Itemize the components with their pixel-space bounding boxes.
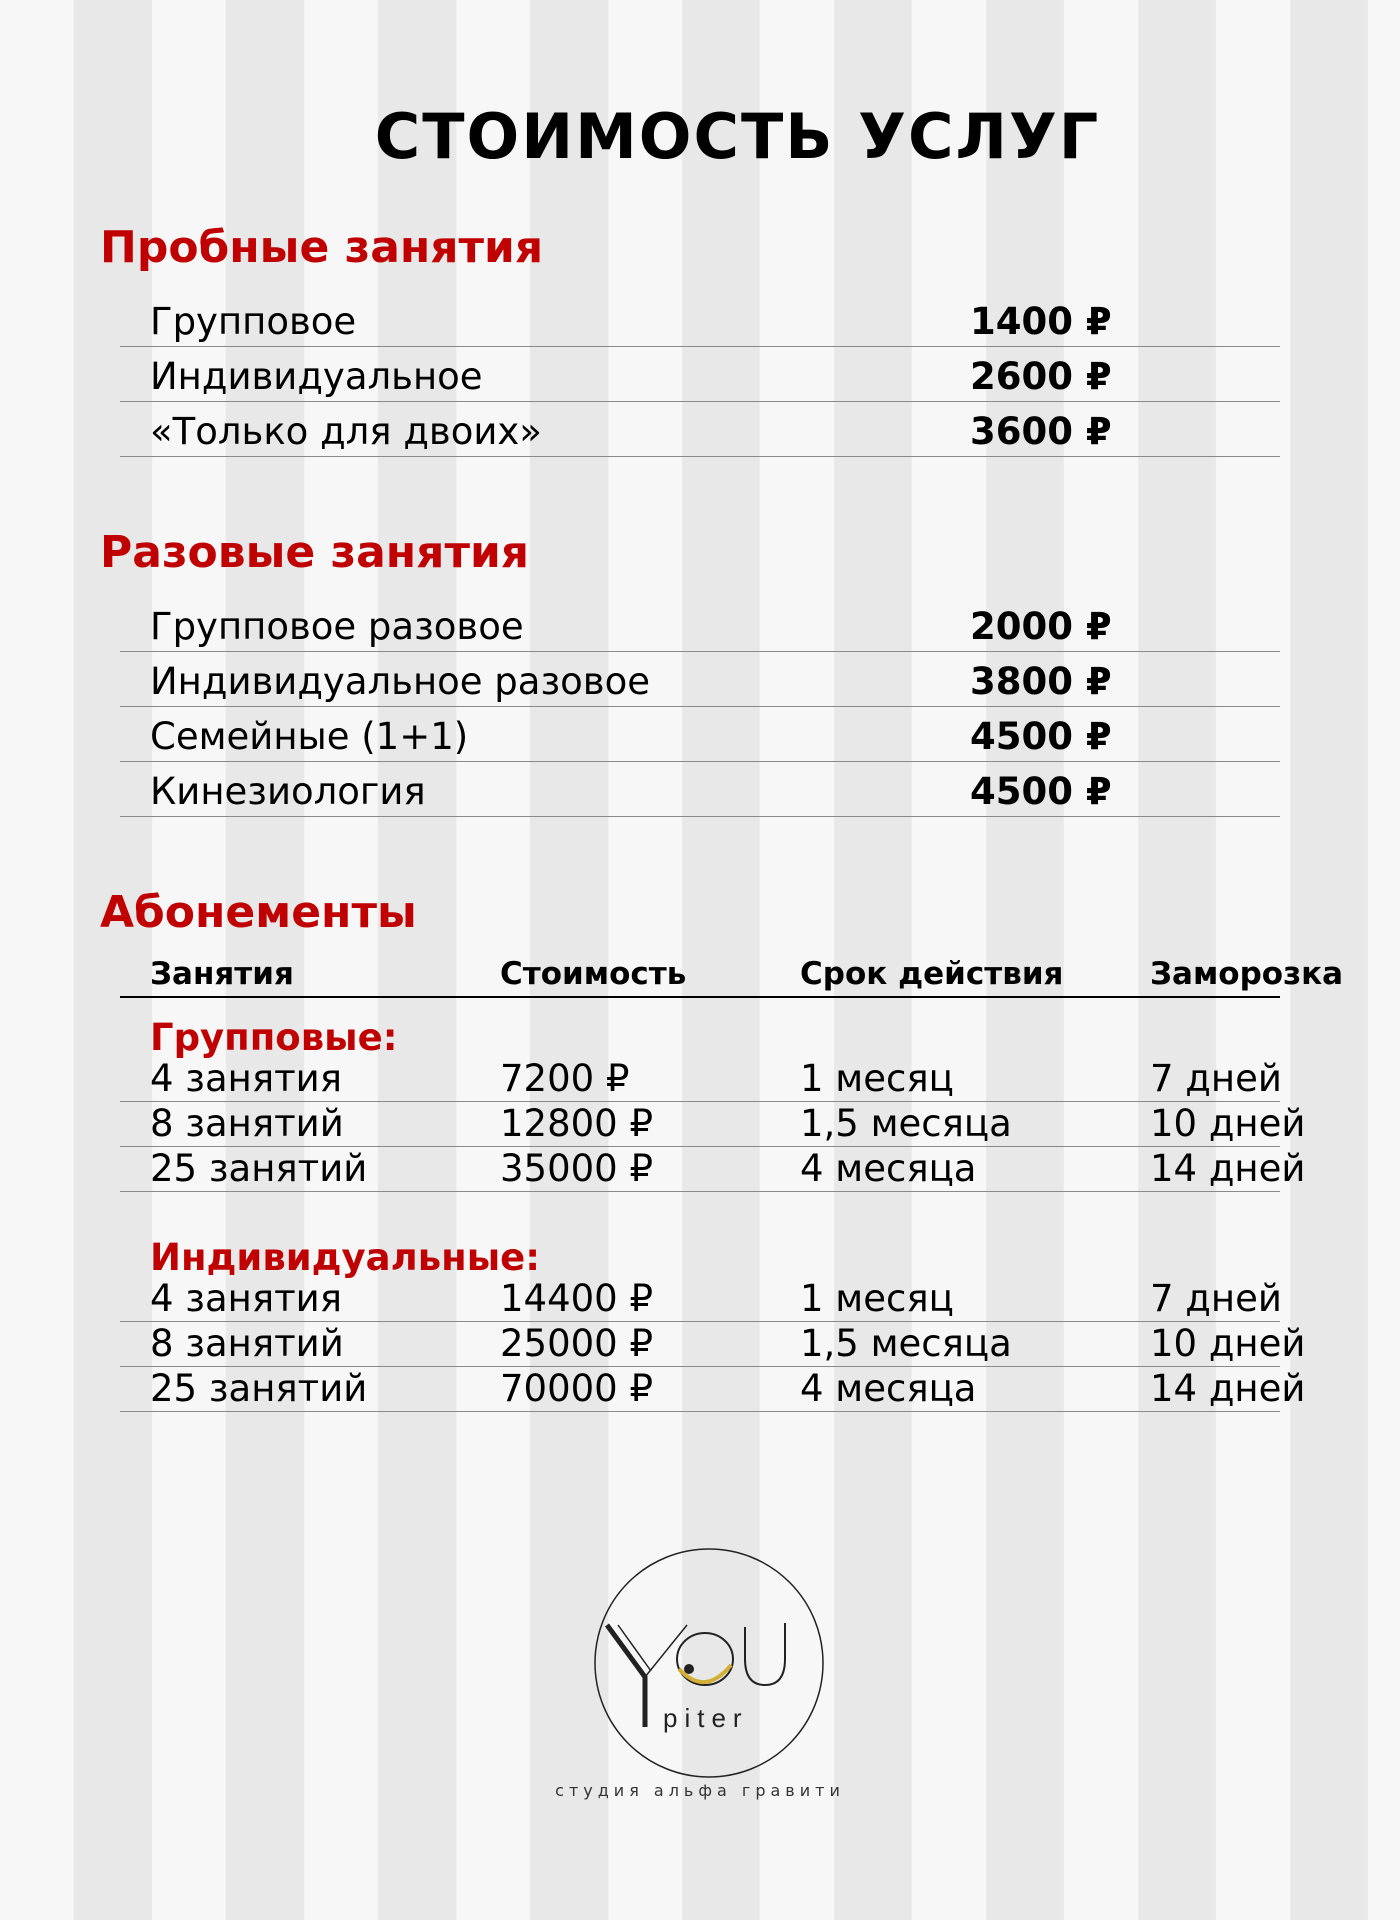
price-row (120, 762, 1280, 817)
studio-logo (593, 1547, 825, 1779)
cell-cost: 14400 ₽ (500, 1277, 654, 1320)
logo-figure-dot (684, 1664, 694, 1674)
price-row (120, 707, 1280, 762)
table-row (120, 1057, 1280, 1102)
service-price: 3600 ₽ (970, 410, 1112, 453)
cell-classes: 4 занятия (150, 1277, 342, 1320)
price-row (120, 597, 1280, 652)
section-title-trial: Пробные занятия (100, 222, 544, 273)
cell-freeze: 10 дней (1150, 1102, 1306, 1145)
cell-freeze: 7 дней (1150, 1057, 1282, 1100)
cell-classes: 25 занятий (150, 1147, 368, 1190)
service-price: 2000 ₽ (970, 605, 1112, 648)
column-header-freeze: Заморозка (1150, 956, 1344, 992)
service-name: Групповое разовое (150, 605, 524, 648)
group-title-group: Групповые: (150, 1016, 398, 1059)
cell-freeze: 10 дней (1150, 1322, 1306, 1365)
cell-classes: 8 занятий (150, 1102, 344, 1145)
service-price: 4500 ₽ (970, 715, 1112, 758)
logo-letter-y-stem (607, 1625, 645, 1727)
cell-cost: 70000 ₽ (500, 1367, 654, 1410)
individual-subscriptions-table (120, 1277, 1306, 1412)
service-price: 2600 ₽ (970, 355, 1112, 398)
cell-cost: 25000 ₽ (500, 1322, 654, 1365)
cell-classes: 25 занятий (150, 1367, 368, 1410)
cell-validity: 1 месяц (800, 1277, 954, 1320)
service-price: 3800 ₽ (970, 660, 1112, 703)
service-name: «Только для двоих» (150, 410, 542, 453)
service-name: Индивидуальное (150, 355, 483, 398)
cell-classes: 8 занятий (150, 1322, 344, 1365)
trial-price-list (120, 292, 1280, 457)
group-title-individual: Индивидуальные: (150, 1236, 541, 1279)
logo-letter-u (745, 1623, 785, 1685)
logo-wordmark: piter (663, 1703, 749, 1733)
table-row (120, 1102, 1306, 1147)
cell-validity: 1,5 месяца (800, 1102, 1012, 1145)
cell-cost: 7200 ₽ (500, 1057, 630, 1100)
cell-classes: 4 занятия (150, 1057, 342, 1100)
section-title-single: Разовые занятия (100, 527, 530, 578)
cell-freeze: 14 дней (1150, 1147, 1306, 1190)
table-row (120, 1147, 1306, 1192)
cell-freeze: 7 дней (1150, 1277, 1282, 1320)
price-row (120, 292, 1280, 347)
cell-freeze: 14 дней (1150, 1367, 1306, 1410)
service-price: 1400 ₽ (970, 300, 1112, 343)
price-row (120, 402, 1280, 457)
service-name: Групповое (150, 300, 357, 343)
cell-validity: 4 месяца (800, 1367, 977, 1410)
single-price-list (120, 597, 1280, 817)
price-row (120, 652, 1280, 707)
column-header-cost: Стоимость (500, 956, 687, 992)
column-header-validity: Срок действия (800, 956, 1064, 992)
service-name: Кинезиология (150, 770, 426, 813)
page-title: СТОИМОСТЬ УСЛУГ (374, 100, 1101, 173)
logo-caption: студия альфа гравити (555, 1781, 845, 1800)
cell-validity: 1 месяц (800, 1057, 954, 1100)
cell-validity: 1,5 месяца (800, 1322, 1012, 1365)
service-name: Индивидуальное разовое (150, 660, 650, 703)
subscriptions-table-header (120, 948, 1344, 998)
service-name: Семейные (1+1) (150, 715, 469, 758)
logo-circle (595, 1549, 823, 1777)
column-header-classes: Занятия (150, 956, 294, 992)
table-row (120, 1367, 1306, 1412)
group-subscriptions-table (120, 1057, 1306, 1192)
cell-cost: 12800 ₽ (500, 1102, 654, 1145)
service-price: 4500 ₽ (970, 770, 1112, 813)
cell-cost: 35000 ₽ (500, 1147, 654, 1190)
cell-validity: 4 месяца (800, 1147, 977, 1190)
section-title-subscriptions: Абонементы (100, 887, 417, 938)
table-row (120, 1277, 1280, 1322)
table-row (120, 1322, 1306, 1367)
price-row (120, 347, 1280, 402)
